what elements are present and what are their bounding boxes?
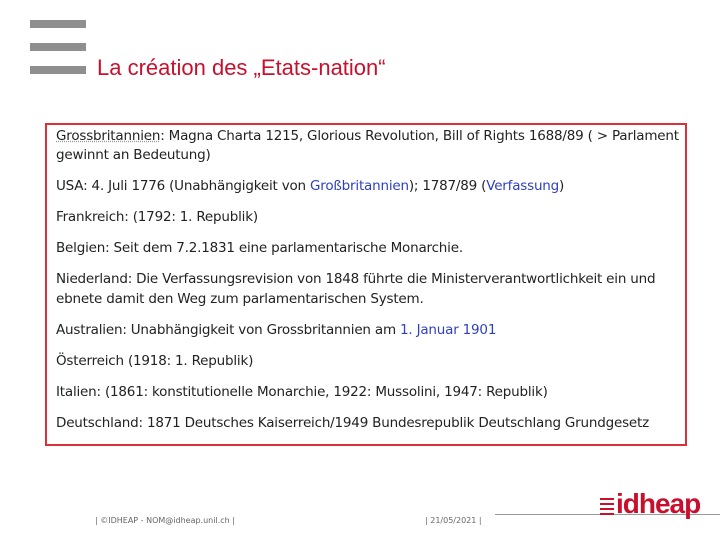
line-text: : 4. Juli 1776 (Unabhängigkeit von bbox=[83, 178, 310, 194]
line-text: ebnete damit den Weg zum parlamentarischen System. bbox=[56, 291, 424, 307]
country-label: Frankreich bbox=[56, 209, 125, 225]
line-text: ) bbox=[559, 178, 565, 194]
country-label: Grossbritannien bbox=[56, 128, 161, 144]
line-text: : Die Verfassungsrevision von 1848 führte die Ministerverantwortlichkeit ein und bbox=[127, 271, 656, 287]
line-text: : Magna Charta 1215, Glorious Revolution, Bill of Rights 1688/89 ( > Parlament bbox=[160, 128, 679, 144]
link-text: 1. Januar 1901 bbox=[400, 322, 497, 338]
text-line-australien bbox=[56, 322, 496, 338]
line-text: : (1861: konstitutionelle Monarchie, 1922: Mussolini, 1947: Republik) bbox=[96, 384, 548, 400]
line-text: : 1871 Deutsches Kaiserreich/1949 Bundesrepublik Deutschlang Grundgesetz bbox=[138, 415, 650, 431]
text-line-niederland bbox=[56, 271, 655, 287]
footer-copyright: | ©IDHEAP - NOM@idheap.unil.ch | bbox=[95, 516, 235, 525]
text-line-grossbritannien bbox=[56, 128, 679, 144]
text-line-belgien bbox=[56, 240, 463, 256]
link-text: Verfassung bbox=[486, 178, 560, 194]
decorative-bar-3 bbox=[30, 66, 86, 74]
text-line-frankreich bbox=[56, 209, 258, 225]
line-text: : Unabhängigkeit von Grossbritannien am bbox=[122, 322, 400, 338]
line-text: : (1792: 1. Republik) bbox=[124, 209, 258, 225]
country-label: Belgien bbox=[56, 240, 106, 256]
decorative-bar-1 bbox=[30, 20, 86, 28]
country-label: USA bbox=[56, 178, 84, 194]
line-text: ); 1787/89 ( bbox=[408, 178, 487, 194]
idheap-logo bbox=[600, 488, 701, 520]
country-label: Italien bbox=[56, 384, 97, 400]
link-text: Großbritannien bbox=[310, 178, 409, 194]
line-text: (1918: 1. Republik) bbox=[123, 353, 254, 369]
text-line-oesterreich bbox=[56, 353, 253, 369]
decorative-bar-2 bbox=[30, 43, 86, 51]
text-line-deutschland bbox=[56, 415, 649, 431]
line-text: : Seit dem 7.2.1831 eine parlamentarische Monarchie. bbox=[105, 240, 463, 256]
slide-title: La création des „Etats-nation“ bbox=[97, 55, 386, 80]
text-line-niederland-cont bbox=[56, 291, 424, 307]
text-line-usa bbox=[56, 178, 564, 194]
country-label: Niederland bbox=[56, 271, 128, 287]
logo-text: idheap bbox=[616, 488, 701, 519]
country-label: Österreich bbox=[56, 353, 124, 369]
line-text: gewinnt an Bedeutung) bbox=[56, 147, 211, 163]
text-line-italien bbox=[56, 384, 548, 400]
footer-date: | 21/05/2021 | bbox=[425, 516, 482, 525]
country-label: Australien bbox=[56, 322, 123, 338]
country-label: Deutschland bbox=[56, 415, 139, 431]
text-line-grossbritannien-cont bbox=[56, 147, 211, 163]
